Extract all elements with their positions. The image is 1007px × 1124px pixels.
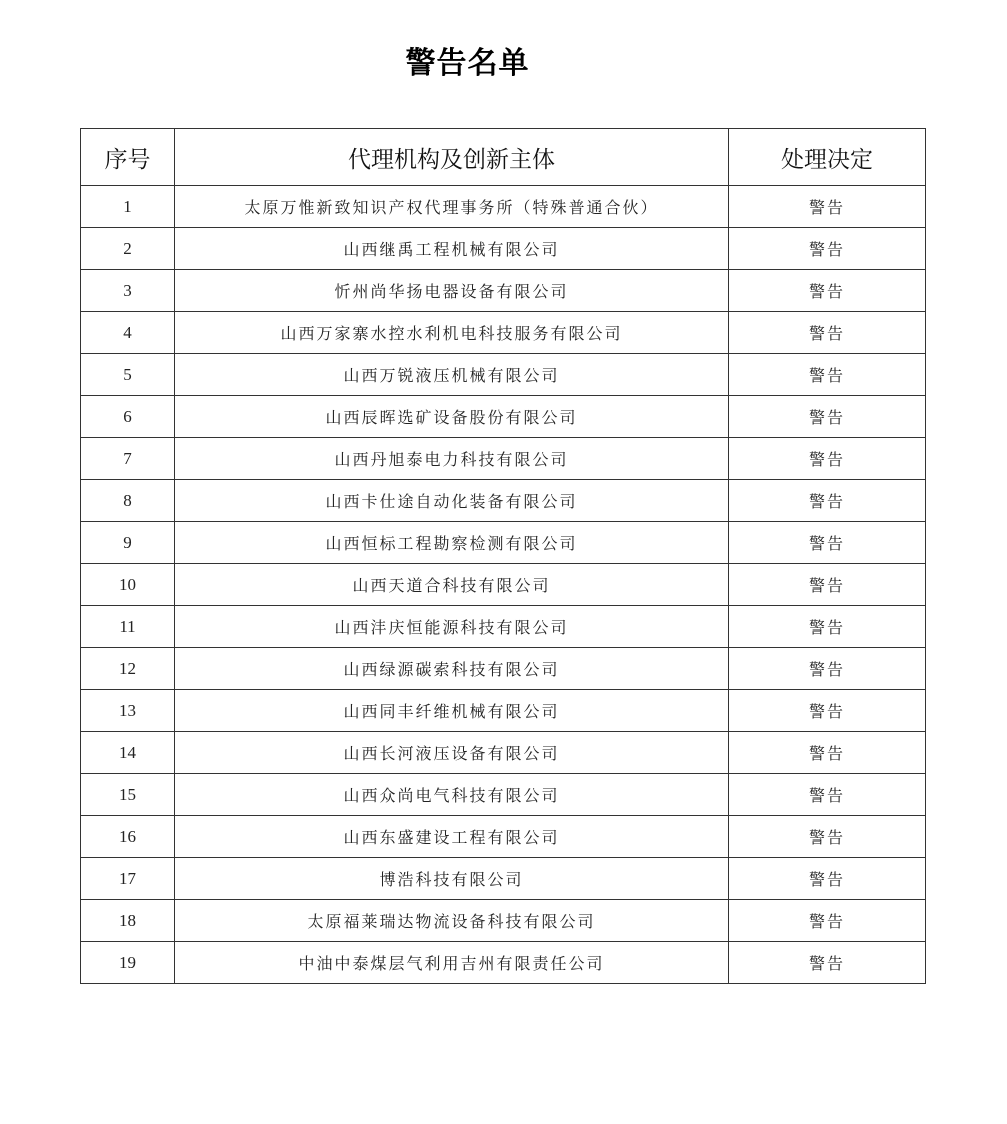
row-entity-name: 山西长河液压设备有限公司: [175, 732, 729, 774]
row-entity-name: 山西万家寨水控水利机电科技服务有限公司: [175, 312, 729, 354]
row-decision: 警告: [729, 648, 926, 690]
row-decision: 警告: [729, 522, 926, 564]
table-header-row: [81, 129, 926, 186]
row-entity-name: 山西同丰纤维机械有限公司: [175, 690, 729, 732]
table-row: [81, 396, 926, 438]
table-row: [81, 942, 926, 984]
table-row: [81, 270, 926, 312]
row-serial-number: 10: [81, 564, 175, 606]
row-decision: 警告: [729, 942, 926, 984]
row-entity-name: 太原福莱瑞达物流设备科技有限公司: [175, 900, 729, 942]
row-entity-name: 山西卡仕途自动化装备有限公司: [175, 480, 729, 522]
row-entity-name: 山西沣庆恒能源科技有限公司: [175, 606, 729, 648]
row-decision: 警告: [729, 690, 926, 732]
table-row: [81, 606, 926, 648]
table-row: [81, 564, 926, 606]
table-row: [81, 732, 926, 774]
row-serial-number: 14: [81, 732, 175, 774]
table-row: [81, 480, 926, 522]
table-row: [81, 312, 926, 354]
table-row: [81, 774, 926, 816]
row-serial-number: 6: [81, 396, 175, 438]
table-row: [81, 648, 926, 690]
row-serial-number: 5: [81, 354, 175, 396]
warning-list-table: [80, 128, 926, 984]
row-serial-number: 4: [81, 312, 175, 354]
table-row: [81, 438, 926, 480]
row-serial-number: 7: [81, 438, 175, 480]
row-entity-name: 山西万锐液压机械有限公司: [175, 354, 729, 396]
row-serial-number: 3: [81, 270, 175, 312]
row-decision: 警告: [729, 396, 926, 438]
row-entity-name: 山西恒标工程勘察检测有限公司: [175, 522, 729, 564]
table-row: [81, 900, 926, 942]
row-decision: 警告: [729, 732, 926, 774]
table-body: [81, 186, 926, 984]
table-row: [81, 228, 926, 270]
row-entity-name: 山西继禹工程机械有限公司: [175, 228, 729, 270]
row-serial-number: 12: [81, 648, 175, 690]
row-serial-number: 17: [81, 858, 175, 900]
header-serial-number: 序号: [81, 129, 175, 186]
row-entity-name: 忻州尚华扬电器设备有限公司: [175, 270, 729, 312]
row-decision: 警告: [729, 354, 926, 396]
row-entity-name: 山西绿源碳索科技有限公司: [175, 648, 729, 690]
row-decision: 警告: [729, 816, 926, 858]
page-title: 警告名单: [405, 46, 530, 81]
row-serial-number: 13: [81, 690, 175, 732]
row-decision: 警告: [729, 186, 926, 228]
row-decision: 警告: [729, 228, 926, 270]
row-decision: 警告: [729, 900, 926, 942]
row-entity-name: 山西天道合科技有限公司: [175, 564, 729, 606]
row-serial-number: 1: [81, 186, 175, 228]
row-decision: 警告: [729, 312, 926, 354]
row-decision: 警告: [729, 438, 926, 480]
row-entity-name: 山西丹旭泰电力科技有限公司: [175, 438, 729, 480]
row-entity-name: 山西辰晖选矿设备股份有限公司: [175, 396, 729, 438]
row-decision: 警告: [729, 774, 926, 816]
table-row: [81, 186, 926, 228]
table-row: [81, 858, 926, 900]
table-row: [81, 690, 926, 732]
table-row: [81, 354, 926, 396]
row-decision: 警告: [729, 480, 926, 522]
table-row: [81, 816, 926, 858]
row-serial-number: 2: [81, 228, 175, 270]
row-serial-number: 15: [81, 774, 175, 816]
row-entity-name: 博浩科技有限公司: [175, 858, 729, 900]
row-entity-name: 太原万惟新致知识产权代理事务所（特殊普通合伙）: [175, 186, 729, 228]
row-serial-number: 11: [81, 606, 175, 648]
row-serial-number: 16: [81, 816, 175, 858]
row-serial-number: 9: [81, 522, 175, 564]
row-entity-name: 山西东盛建设工程有限公司: [175, 816, 729, 858]
row-decision: 警告: [729, 606, 926, 648]
row-entity-name: 山西众尚电气科技有限公司: [175, 774, 729, 816]
row-serial-number: 18: [81, 900, 175, 942]
row-serial-number: 8: [81, 480, 175, 522]
row-serial-number: 19: [81, 942, 175, 984]
row-entity-name: 中油中泰煤层气利用吉州有限责任公司: [175, 942, 729, 984]
table-row: [81, 522, 926, 564]
row-decision: 警告: [729, 858, 926, 900]
row-decision: 警告: [729, 564, 926, 606]
header-decision: 处理决定: [729, 129, 926, 186]
row-decision: 警告: [729, 270, 926, 312]
header-entity: 代理机构及创新主体: [175, 129, 729, 186]
